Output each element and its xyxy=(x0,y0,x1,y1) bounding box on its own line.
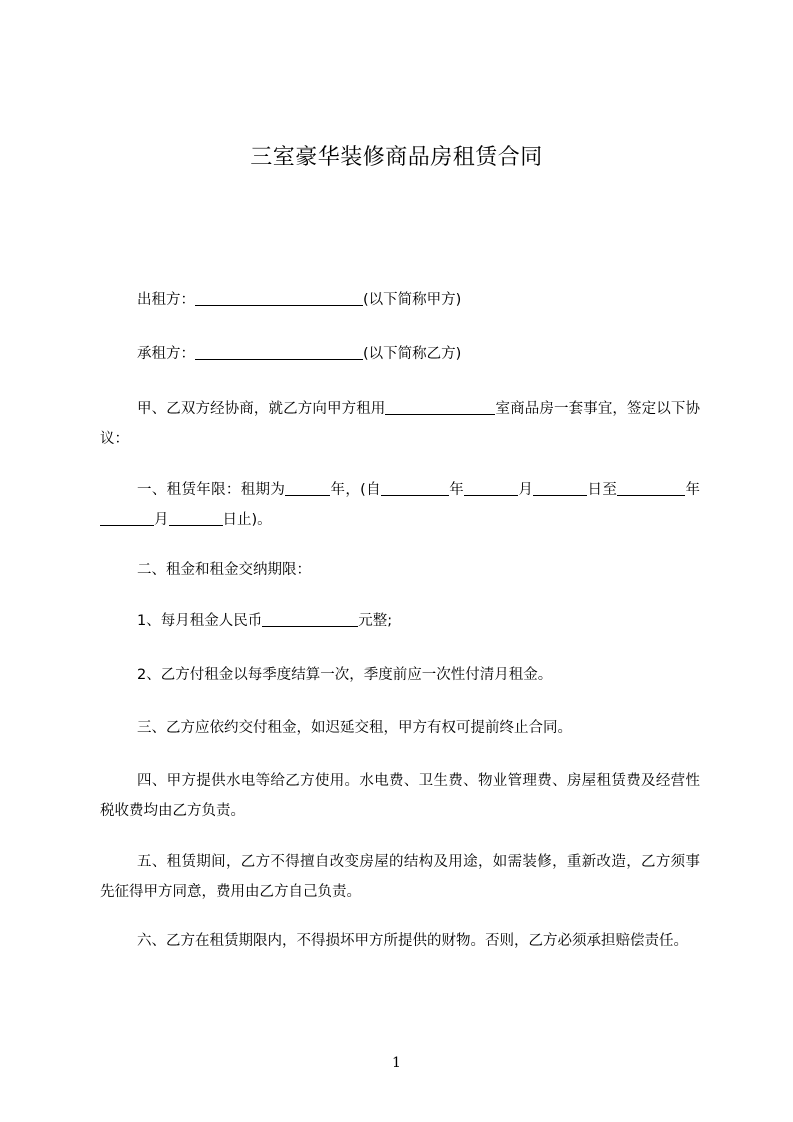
clause1-text-c: 年 xyxy=(448,482,465,498)
start-month-blank[interactable] xyxy=(464,479,518,496)
room-count-blank[interactable] xyxy=(385,398,495,415)
clause1-text-f: 年 xyxy=(685,482,701,498)
lessee-name-blank[interactable] xyxy=(195,343,363,360)
intro-text-b: 室商品房一套事宜，签定以下协议： xyxy=(100,401,701,447)
clause2-item1-text-b: 元整; xyxy=(358,613,393,629)
lessee-suffix: (以下简称乙方) xyxy=(363,346,462,362)
end-month-blank[interactable] xyxy=(100,509,154,526)
page-title: 三室豪华装修商品房租赁合同 xyxy=(250,145,543,170)
clause1-text-h: 日止)。 xyxy=(222,512,272,528)
lessor-name-blank[interactable] xyxy=(195,289,363,306)
intro-text-a: 甲、乙双方经协商，就乙方向甲方租用 xyxy=(137,401,386,417)
clause1-text-g: 月 xyxy=(154,512,169,528)
lessee-label: 承租方： xyxy=(137,346,195,362)
clause-2-item-2: 2、乙方付租金以每季度结算一次，季度前应一次性付清月租金。 xyxy=(137,667,553,683)
lessor-label: 出租方： xyxy=(137,292,195,308)
clause2-item1-text-a: 1、每月租金人民币 xyxy=(137,613,263,629)
clause1-text-a: 一、租赁年限：租期为 xyxy=(137,482,286,498)
clause1-text-b: 年，(自 xyxy=(330,482,381,498)
clause-6-damages: 六、乙方在租赁期限内，不得损坏甲方所提供的财物。否则，乙方必须承担赔偿责任。 xyxy=(137,933,688,949)
start-day-blank[interactable] xyxy=(533,479,587,496)
clause-5-alterations: 五、租赁期间，乙方不得擅自改变房屋的结构及用途，如需装修，重新改造，乙方须事先征得甲方同意，费用由乙方自己负责。 xyxy=(100,854,700,900)
clause-2-item-1 xyxy=(137,606,697,636)
end-day-blank[interactable] xyxy=(169,509,223,526)
end-year-blank[interactable] xyxy=(617,479,685,496)
lessor-line xyxy=(137,285,697,315)
page-number: 1 xyxy=(392,1055,401,1071)
clause-3-late-rent: 三、乙方应依约交付租金，如迟延交租，甲方有权可提前终止合同。 xyxy=(137,720,572,736)
clause1-text-e: 日至 xyxy=(587,482,618,498)
clause-1-lease-term xyxy=(100,475,700,535)
clause-2-heading: 二、租金和租金交纳期限： xyxy=(137,562,311,578)
clause-4-utilities: 四、甲方提供水电等给乙方使用。水电费、卫生费、物业管理费、房屋租赁费及经营性税收费均由乙方负责。 xyxy=(100,773,700,819)
monthly-rent-blank[interactable] xyxy=(262,610,358,627)
intro-paragraph xyxy=(100,394,700,454)
lease-years-blank[interactable] xyxy=(285,479,330,496)
start-year-blank[interactable] xyxy=(381,479,449,496)
lessee-line xyxy=(137,339,697,369)
lessor-suffix: (以下简称甲方) xyxy=(363,292,462,308)
clause1-text-d: 月 xyxy=(518,482,534,498)
